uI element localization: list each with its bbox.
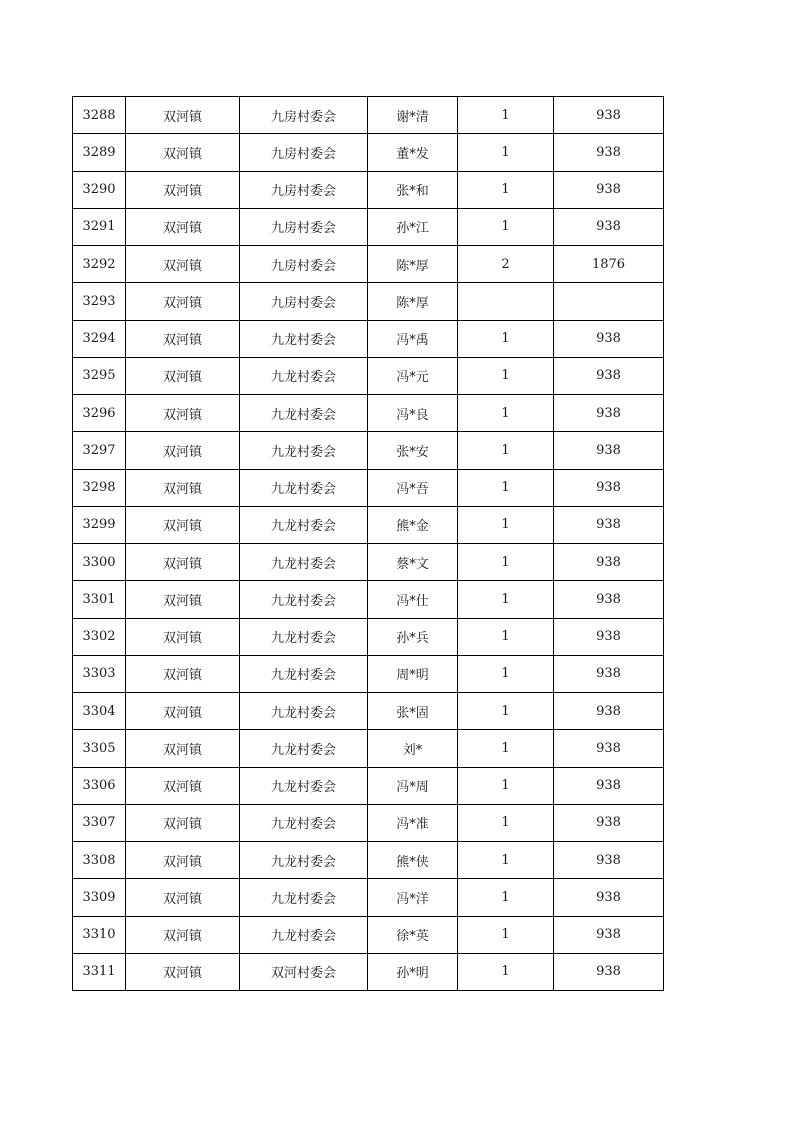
table-row [73,544,664,581]
village-committee-cell: 九房村委会 [240,283,368,320]
count-cell: 1 [458,953,554,990]
village-committee-cell: 九龙村委会 [240,320,368,357]
village-committee-cell: 九龙村委会 [240,432,368,469]
serial-number-cell: 3303 [73,655,126,692]
town-cell: 双河镇 [126,246,240,283]
person-name-cell: 徐*英 [368,916,458,953]
amount-cell: 938 [554,357,664,394]
amount-cell: 938 [554,842,664,879]
town-cell: 双河镇 [126,208,240,245]
town-cell: 双河镇 [126,469,240,506]
village-committee-cell: 九房村委会 [240,246,368,283]
table-row [73,320,664,357]
person-name-cell: 冯*洋 [368,879,458,916]
count-cell: 1 [458,879,554,916]
amount-cell: 938 [554,730,664,767]
town-cell: 双河镇 [126,842,240,879]
serial-number-cell: 3300 [73,544,126,581]
serial-number-cell: 3288 [73,97,126,134]
serial-number-cell: 3304 [73,693,126,730]
village-committee-cell: 九龙村委会 [240,544,368,581]
town-cell: 双河镇 [126,97,240,134]
table-row [73,283,664,320]
count-cell: 1 [458,208,554,245]
amount-cell: 938 [554,544,664,581]
table-row [73,395,664,432]
count-cell [458,283,554,320]
count-cell: 1 [458,506,554,543]
village-committee-cell: 九龙村委会 [240,395,368,432]
town-cell: 双河镇 [126,395,240,432]
person-name-cell: 张*和 [368,171,458,208]
count-cell: 1 [458,655,554,692]
amount-cell: 938 [554,655,664,692]
count-cell: 1 [458,581,554,618]
table-row [73,618,664,655]
amount-cell: 938 [554,395,664,432]
amount-cell: 938 [554,469,664,506]
village-committee-cell: 九龙村委会 [240,655,368,692]
person-name-cell: 刘* [368,730,458,767]
person-name-cell: 董*发 [368,134,458,171]
table-row [73,804,664,841]
count-cell: 1 [458,320,554,357]
village-committee-cell: 九龙村委会 [240,618,368,655]
person-name-cell: 孙*江 [368,208,458,245]
amount-cell: 938 [554,432,664,469]
serial-number-cell: 3302 [73,618,126,655]
amount-cell: 938 [554,693,664,730]
table-row [73,432,664,469]
town-cell: 双河镇 [126,655,240,692]
village-committee-cell: 九龙村委会 [240,804,368,841]
serial-number-cell: 3299 [73,506,126,543]
village-committee-cell: 九房村委会 [240,134,368,171]
town-cell: 双河镇 [126,730,240,767]
table-row [73,693,664,730]
amount-cell: 938 [554,879,664,916]
person-name-cell: 熊*侠 [368,842,458,879]
amount-cell: 938 [554,916,664,953]
village-committee-cell: 九龙村委会 [240,879,368,916]
amount-cell: 938 [554,208,664,245]
village-committee-cell: 九龙村委会 [240,469,368,506]
amount-cell: 938 [554,506,664,543]
village-committee-cell: 九龙村委会 [240,693,368,730]
table-row [73,246,664,283]
amount-cell: 938 [554,581,664,618]
count-cell: 1 [458,97,554,134]
serial-number-cell: 3289 [73,134,126,171]
person-name-cell: 蔡*文 [368,544,458,581]
serial-number-cell: 3306 [73,767,126,804]
person-name-cell: 张*安 [368,432,458,469]
person-name-cell: 孙*明 [368,953,458,990]
serial-number-cell: 3311 [73,953,126,990]
person-name-cell: 冯*准 [368,804,458,841]
town-cell: 双河镇 [126,804,240,841]
village-committee-cell: 九房村委会 [240,97,368,134]
village-committee-cell: 双河村委会 [240,953,368,990]
village-committee-cell: 九龙村委会 [240,730,368,767]
table-row [73,655,664,692]
village-committee-cell: 九龙村委会 [240,842,368,879]
count-cell: 1 [458,395,554,432]
count-cell: 1 [458,357,554,394]
serial-number-cell: 3309 [73,879,126,916]
table-row [73,767,664,804]
town-cell: 双河镇 [126,134,240,171]
serial-number-cell: 3305 [73,730,126,767]
amount-cell: 938 [554,134,664,171]
table-row [73,208,664,245]
person-name-cell: 冯*仕 [368,581,458,618]
village-committee-cell: 九房村委会 [240,208,368,245]
count-cell: 1 [458,171,554,208]
village-committee-cell: 九房村委会 [240,171,368,208]
serial-number-cell: 3297 [73,432,126,469]
town-cell: 双河镇 [126,879,240,916]
town-cell: 双河镇 [126,693,240,730]
town-cell: 双河镇 [126,767,240,804]
amount-cell: 938 [554,953,664,990]
person-name-cell: 冯*禹 [368,320,458,357]
count-cell: 1 [458,134,554,171]
amount-cell: 938 [554,767,664,804]
amount-cell: 938 [554,618,664,655]
amount-cell: 938 [554,171,664,208]
serial-number-cell: 3298 [73,469,126,506]
person-name-cell: 冯*周 [368,767,458,804]
person-name-cell: 谢*清 [368,97,458,134]
town-cell: 双河镇 [126,916,240,953]
village-committee-cell: 九龙村委会 [240,357,368,394]
count-cell: 2 [458,246,554,283]
amount-cell: 938 [554,97,664,134]
count-cell: 1 [458,469,554,506]
person-name-cell: 陈*厚 [368,246,458,283]
table-row [73,469,664,506]
village-committee-cell: 九龙村委会 [240,506,368,543]
serial-number-cell: 3294 [73,320,126,357]
count-cell: 1 [458,767,554,804]
table-row [73,730,664,767]
town-cell: 双河镇 [126,581,240,618]
person-name-cell: 熊*金 [368,506,458,543]
person-name-cell: 冯*良 [368,395,458,432]
person-name-cell: 陈*厚 [368,283,458,320]
serial-number-cell: 3291 [73,208,126,245]
amount-cell [554,283,664,320]
serial-number-cell: 3290 [73,171,126,208]
serial-number-cell: 3293 [73,283,126,320]
village-committee-cell: 九龙村委会 [240,767,368,804]
serial-number-cell: 3296 [73,395,126,432]
town-cell: 双河镇 [126,357,240,394]
table-row [73,357,664,394]
amount-cell: 938 [554,320,664,357]
town-cell: 双河镇 [126,171,240,208]
table-row [73,581,664,618]
person-name-cell: 冯*元 [368,357,458,394]
town-cell: 双河镇 [126,320,240,357]
table-row [73,879,664,916]
amount-cell: 1876 [554,246,664,283]
table-row [73,171,664,208]
table-row [73,134,664,171]
town-cell: 双河镇 [126,283,240,320]
town-cell: 双河镇 [126,618,240,655]
amount-cell: 938 [554,804,664,841]
count-cell: 1 [458,916,554,953]
table-body [73,97,664,991]
village-committee-cell: 九龙村委会 [240,581,368,618]
count-cell: 1 [458,544,554,581]
count-cell: 1 [458,842,554,879]
table-row [73,842,664,879]
table-row [73,97,664,134]
person-name-cell: 张*固 [368,693,458,730]
serial-number-cell: 3310 [73,916,126,953]
table-row [73,506,664,543]
table-row [73,916,664,953]
person-name-cell: 周*明 [368,655,458,692]
data-table [72,96,664,991]
count-cell: 1 [458,730,554,767]
count-cell: 1 [458,618,554,655]
town-cell: 双河镇 [126,506,240,543]
count-cell: 1 [458,432,554,469]
town-cell: 双河镇 [126,953,240,990]
village-committee-cell: 九龙村委会 [240,916,368,953]
serial-number-cell: 3295 [73,357,126,394]
serial-number-cell: 3308 [73,842,126,879]
town-cell: 双河镇 [126,432,240,469]
person-name-cell: 冯*吾 [368,469,458,506]
table-row [73,953,664,990]
count-cell: 1 [458,804,554,841]
serial-number-cell: 3292 [73,246,126,283]
serial-number-cell: 3307 [73,804,126,841]
count-cell: 1 [458,693,554,730]
serial-number-cell: 3301 [73,581,126,618]
town-cell: 双河镇 [126,544,240,581]
person-name-cell: 孙*兵 [368,618,458,655]
